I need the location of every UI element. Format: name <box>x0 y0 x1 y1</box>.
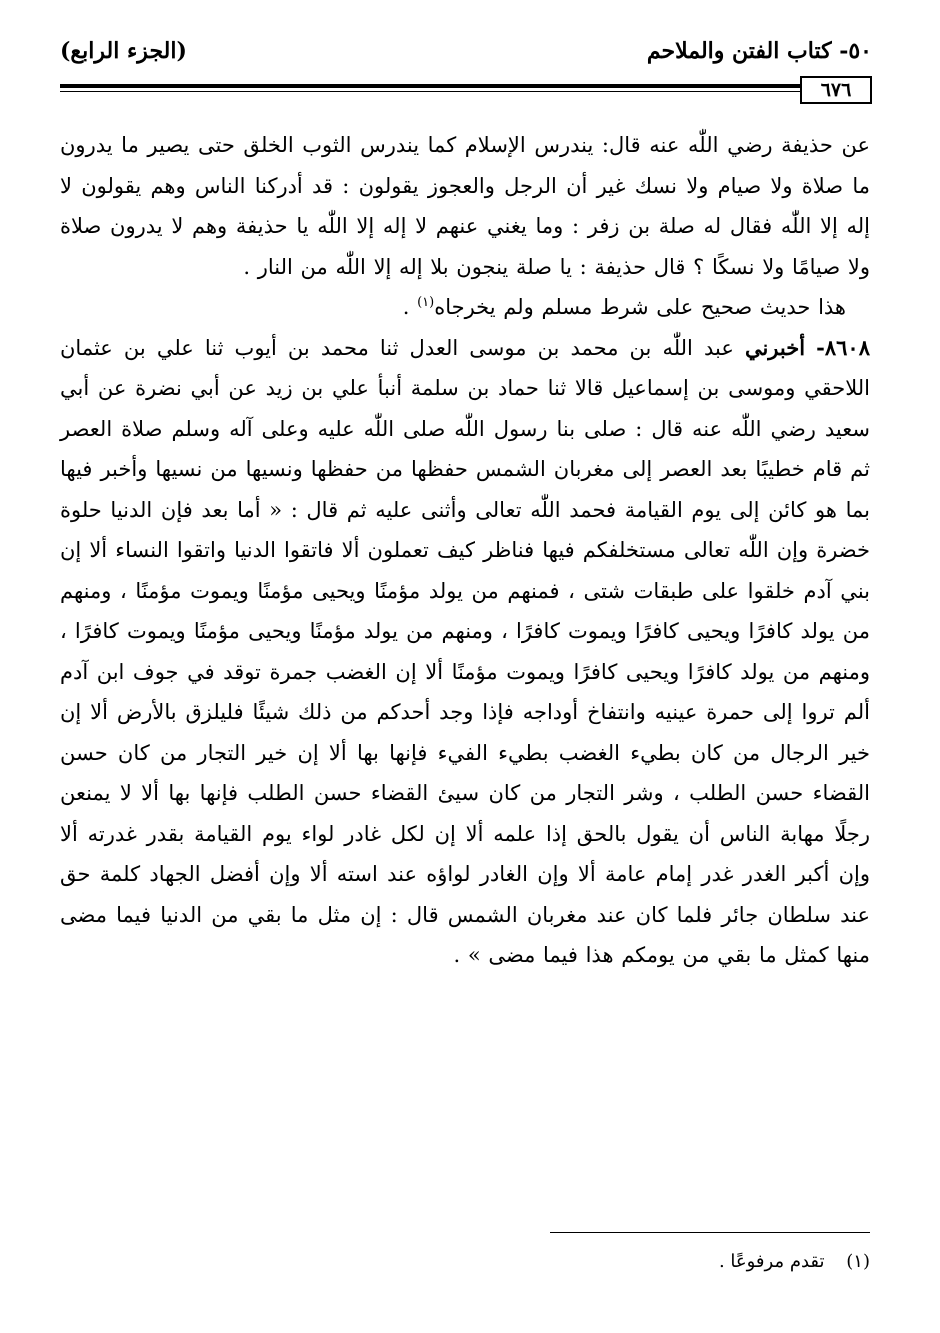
hadith-text-paragraph: عن حذيفة رضي اللّٰه عنه قال: يندرس الإسلام كما يندرس الثوب الخلق حتى يصير ما يدرون ما صلاة ولا صيام ولا نسك غير أن الرجل والعجوز يقولون : قد أدركنا الناس وهم يقولون لا إله إلا اللّٰه فقال له صلة بن زفر : وما يغني عنهم لا إله إلا اللّٰه يا حذيفة وهم لا يدرون صلاة ولا صيامًا ولا نسكًا ؟ قال حذيفة : يا صلة ينجون بلا إله إلا اللّٰه من النار . <box>60 133 870 279</box>
hadith-label: أخبرني <box>744 334 806 360</box>
header-thick-rule <box>60 84 872 88</box>
running-header <box>60 38 872 78</box>
hadith-authentication-paragraph <box>60 287 870 328</box>
authentication-end-mark: . <box>402 295 418 319</box>
chapter-title: ٥٠- كتاب الفتن والملاحم <box>646 38 872 64</box>
footnote-separator <box>550 1232 870 1233</box>
hadith-number: ٨٦٠٨- <box>816 334 870 360</box>
authentication-text: هذا حديث صحيح على شرط مسلم ولم يخرجاه <box>434 295 846 319</box>
volume-title: (الجزء الرابع) <box>60 38 187 64</box>
hadith-8608-paragraph <box>60 328 870 976</box>
page-number-box: ٦٧٦ <box>800 76 872 104</box>
header-thin-rule <box>60 91 872 92</box>
footnote <box>550 1246 870 1278</box>
footnote-text: تقدم مرفوعًا . <box>718 1251 825 1272</box>
main-text <box>60 125 870 976</box>
footnote-reference: (١) <box>417 295 435 310</box>
hadith-8608-text: عبد اللّٰه بن محمد بن موسى العدل ثنا محمد بن أيوب ثنا علي بن عثمان اللاحقي وموسى بن إسماعيل قالا ثنا حماد بن سلمة أنبأ علي بن زيد عن أبي نضرة عن أبي سعيد رضي اللّٰه عنه قال : صلى بنا رسول اللّٰه صلى اللّٰه عليه وعلى آله وسلم صلاة العصر ثم قام خطيبًا بعد العصر إلى مغربان الشمس حفظها من حفظها ونسيها من نسيها وأخبر فيها بما هو كائن إلى يوم القيامة فحمد اللّٰه تعالى وأثنى عليه ثم قال : « أما بعد فإن الدنيا حلوة خضرة وإن اللّٰه تعالى مستخلفكم فيها فناظر كيف تعملون ألا فاتقوا الدنيا واتقوا النساء ألا إن بني آدم خلقوا على طبقات شتى ، فمنهم من يولد مؤمنًا ويحيى مؤمنًا ويموت مؤمنًا ، ومنهم من يولد كافرًا ويحيى كافرًا ويموت كافرًا ، ومنهم من يولد مؤمنًا ويحيى مؤمنًا ويموت كافرًا ، ومنهم من يولد كافرًا ويحيى كافرًا ويموت مؤمنًا ألا إن الغضب جمرة توقد في جوف ابن آدم ألم تروا إلى حمرة عينيه وانتفاخ أوداجه فإذا وجد أحدكم من ذلك شيئًا فليلزق بالأرض ألا إن خير الرجال من كان بطيء الغضب بطيء الفيء فإنها بها ألا إن خير التجار من كان حسن القضاء حسن الطلب ، وشر التجار من كان سيئ القضاء حسن الطلب فإنها بها ألا لا يمنعن رجلًا مهابة الناس أن يقول بالحق إذا علمه ألا إن لكل غادر لواء يوم القيامة بقدر غدرته ألا وإن أكبر الغدر غدر إمام عامة ألا وإن الغادر لواؤه عند استه ألا وإن أفضل الجهاد كلمة حق عند سلطان جائر فلما كان عند مغربان الشمس قال : إن مثل ما بقي من الدنيا فيما مضى منها كمثل ما بقي من يومكم هذا فيما مضى » . <box>60 335 870 967</box>
footnote-marker: (١) <box>846 1251 870 1272</box>
